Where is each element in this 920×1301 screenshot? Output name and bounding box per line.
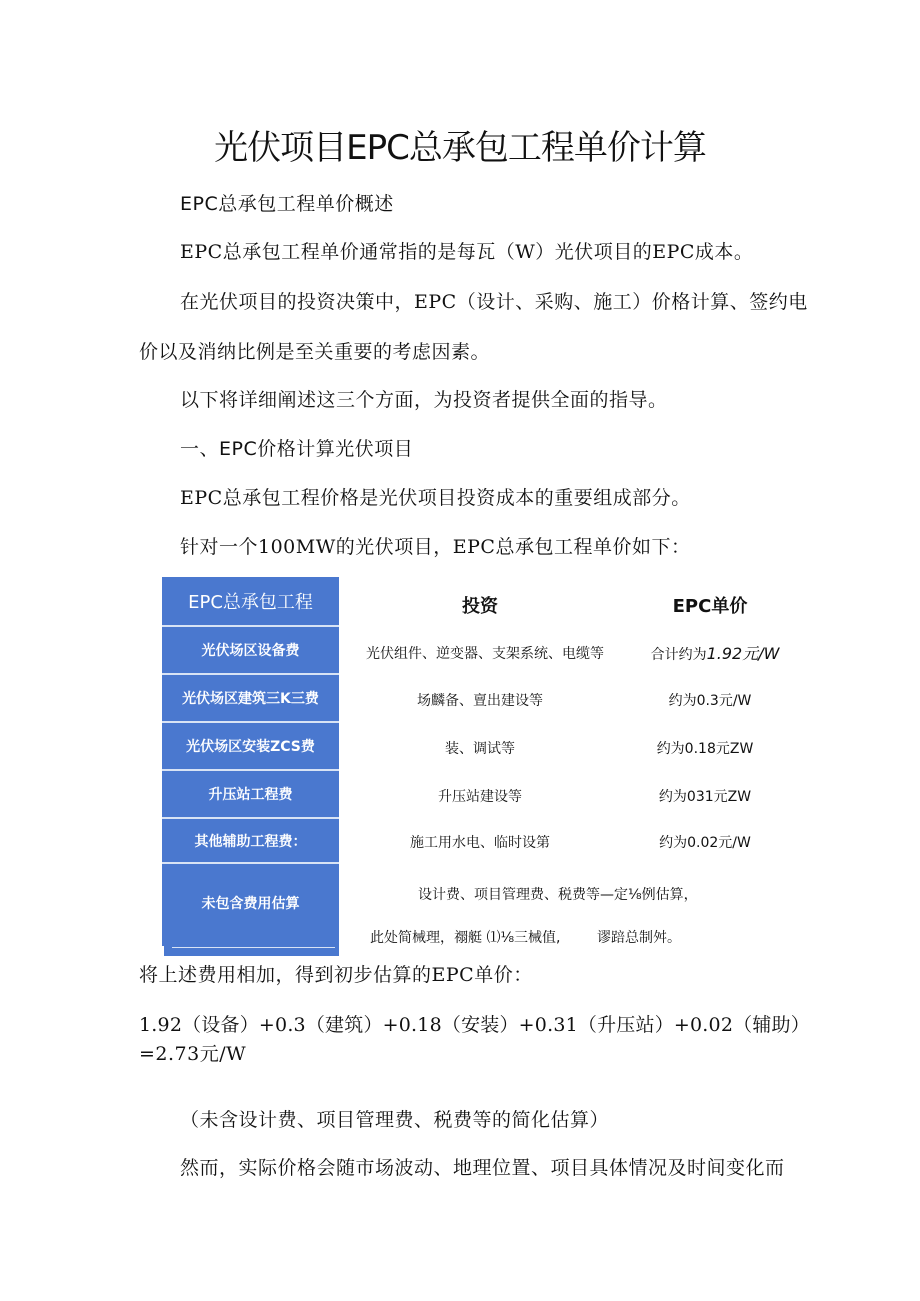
table-row-item: 光伏场区安装ZCS费	[162, 721, 339, 769]
table-row-content: 此处简械理，禤艇 ⑴⅛三械值,	[370, 930, 561, 946]
table-row-item: 光伏场区建筑三K三费	[162, 673, 339, 721]
table-row-content: 施工用水电、临时设第	[410, 835, 550, 851]
note: （未含设计费、项目管理费、税费等的简化估算）	[180, 1109, 610, 1131]
table-row-price: 约为0.3元/W	[668, 693, 752, 709]
table-row-price: 约为031元ZW	[658, 789, 752, 805]
table-row-content: 光伏组件、逆变器、支架系统、电缆等	[366, 646, 604, 662]
table-row-price: 合计约为1.92元/W	[650, 644, 780, 663]
page-title: 光伏项目EPC总承包工程单价计算	[214, 128, 706, 168]
paragraph-3: 以下将详细阐述这三个方面，为投资者提供全面的指导。	[180, 389, 668, 411]
overview-heading: EPC总承包工程单价概述	[180, 193, 394, 215]
table-header-unit-price: EPC单价	[672, 596, 748, 617]
table-row-content: 装、调试等	[445, 741, 515, 757]
paragraph-2-line-2: 价以及消纳比例是至关重要的考虑因素。	[139, 341, 491, 363]
paragraph-1: EPC总承包工程单价通常指的是每瓦（W）光伏项目的EPC成本。	[180, 241, 754, 263]
table-header-item: EPC总承包工程	[188, 592, 313, 613]
table-footer-line	[172, 947, 335, 948]
formula-line-2: =2.73元/W	[139, 1043, 247, 1065]
table-left-column	[162, 577, 339, 956]
section-1-heading: 一、EPC价格计算光伏项目	[180, 438, 414, 460]
table-row-content: 场麟备、亶出建设等	[417, 693, 543, 709]
table-header-investment: 投资	[462, 596, 498, 617]
table-row-price: 约为0.02元/W	[659, 835, 751, 851]
table-row-item: 光伏场区设备费	[162, 625, 339, 673]
paragraph-2-line-1: 在光伏项目的投资决策中，EPC（设计、采购、施工）价格计算、签约电	[180, 291, 808, 313]
paragraph-4: EPC总承包工程价格是光伏项目投资成本的重要组成部分。	[180, 487, 691, 509]
paragraph-7: 然而，实际价格会随市场波动、地理位置、项目具体情况及时间变化而	[180, 1157, 785, 1179]
table-footer-mark	[162, 946, 164, 956]
table-row-content: 升压站建设等	[438, 789, 522, 805]
table-row-content: 设计费、项目管理费、税费等—定⅛例估算，	[418, 887, 698, 903]
table-row-item: 未包含费用估算	[162, 862, 339, 942]
paragraph-5: 针对一个100MW的光伏项目，EPC总承包工程单价如下：	[180, 536, 691, 558]
table-row-item: 升压站工程费	[162, 769, 339, 817]
formula-line-1: 1.92（设备）+0.3（建筑）+0.18（安装）+0.31（升压站）+0.02（辅助）	[139, 1014, 810, 1036]
table-row-price: 约为0.18元ZW	[656, 741, 754, 757]
table-row-content: 谬踣总制舛。	[597, 930, 681, 946]
table-row-item: 其他辅助工程费：	[162, 817, 339, 862]
paragraph-6: 将上述费用相加，得到初步估算的EPC单价：	[139, 964, 533, 986]
